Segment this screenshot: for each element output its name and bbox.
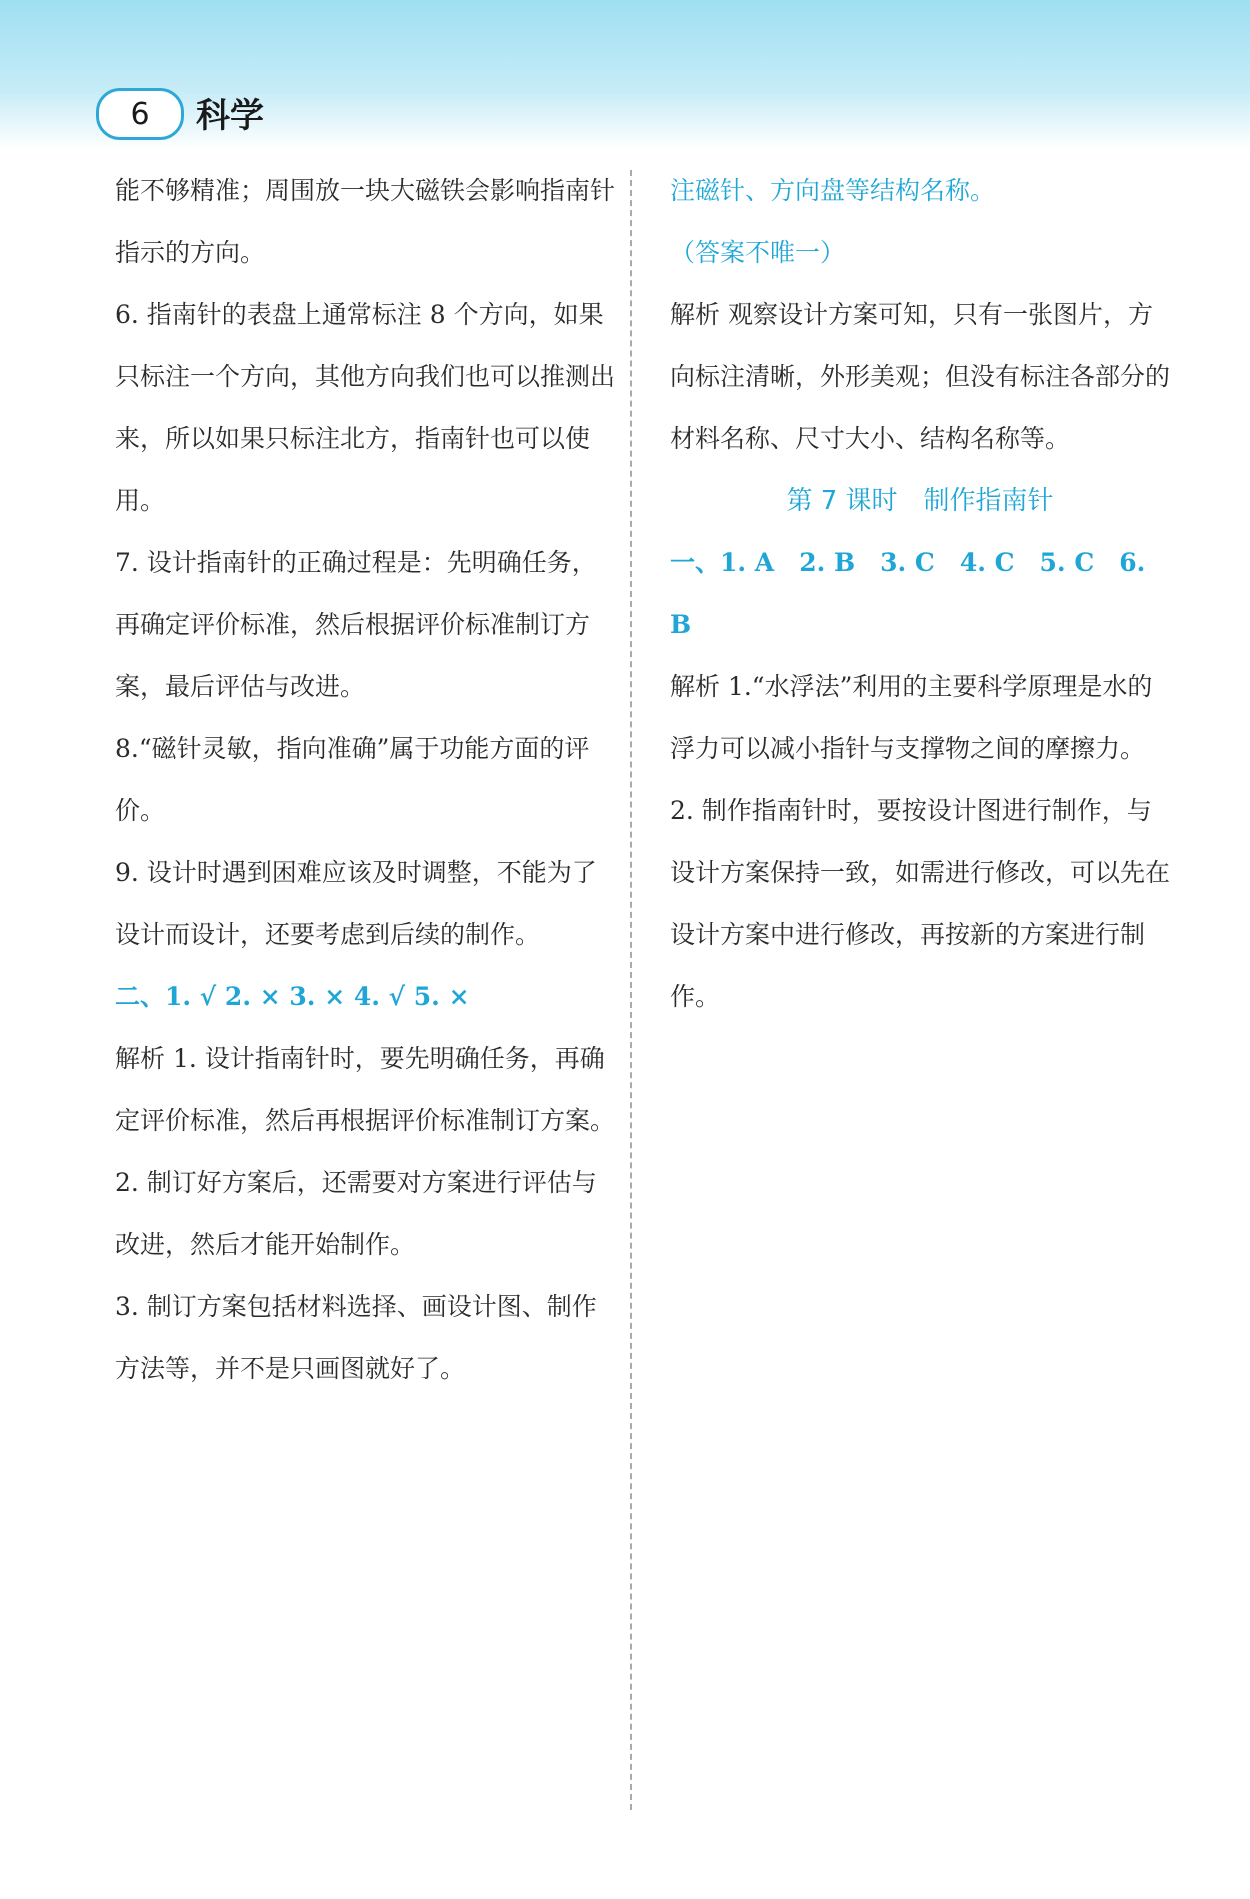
analysis: 2. 制订好方案后，还需要对方案进行评估与改进，然后才能开始制作。	[115, 1168, 597, 1259]
answer-line: 二、1. √ 2. × 3. × 4. √ 5. ×	[115, 982, 470, 1011]
answer-note: （答案不唯一）	[670, 238, 846, 267]
answer-line: 一、1. A 2. B 3. C 4. C 5. C 6. B	[670, 548, 1146, 639]
page-header	[0, 0, 1250, 150]
right-column	[670, 160, 1170, 1028]
paragraph: 能不够精准；周围放一块大磁铁会影响指南针指示的方向。	[115, 176, 616, 267]
analysis: 解析 观察设计方案可知，只有一张图片，方向标注清晰，外形美观；但没有标注各部分的材料名称、尺寸大小、结构名称等。	[670, 300, 1171, 453]
paragraph: 7. 设计指南针的正确过程是：先明确任务，再确定评价标准，然后根据评价标准制订方案，最后评估与改进。	[115, 548, 597, 701]
analysis: 解析 1.“水浮法”利用的主要科学原理是水的浮力可以减小指针与支撑物之间的摩擦力。	[670, 672, 1153, 763]
paragraph: 9. 设计时遇到困难应该及时调整，不能为了设计而设计，还要考虑到后续的制作。	[115, 858, 597, 949]
subject-title: 科学	[196, 96, 264, 136]
paragraph: 8.“磁针灵敏，指向准确”属于功能方面的评价。	[115, 734, 590, 825]
lesson-title: 第 7 课时 制作指南针	[786, 486, 1054, 516]
left-column	[115, 160, 615, 1400]
analysis: 解析 1. 设计指南针时，要先明确任务，再确定评价标准，然后再根据评价标准制订方案。	[115, 1044, 616, 1135]
analysis: 3. 制订方案包括材料选择、画设计图、制作方法等，并不是只画图就好了。	[115, 1292, 597, 1383]
analysis: 2. 制作指南针时，要按设计图进行制作，与设计方案保持一致，如需进行修改，可以先在设计方案中进行修改，再按新的方案进行制作。	[670, 796, 1171, 1011]
paragraph: 6. 指南针的表盘上通常标注 8 个方向，如果只标注一个方向，其他方向我们也可以推测出来，所以如果只标注北方，指南针也可以使用。	[115, 300, 616, 515]
answer-continuation: 注磁针、方向盘等结构名称。	[670, 176, 996, 205]
column-divider	[630, 170, 632, 1810]
page-number: 6	[96, 88, 184, 140]
